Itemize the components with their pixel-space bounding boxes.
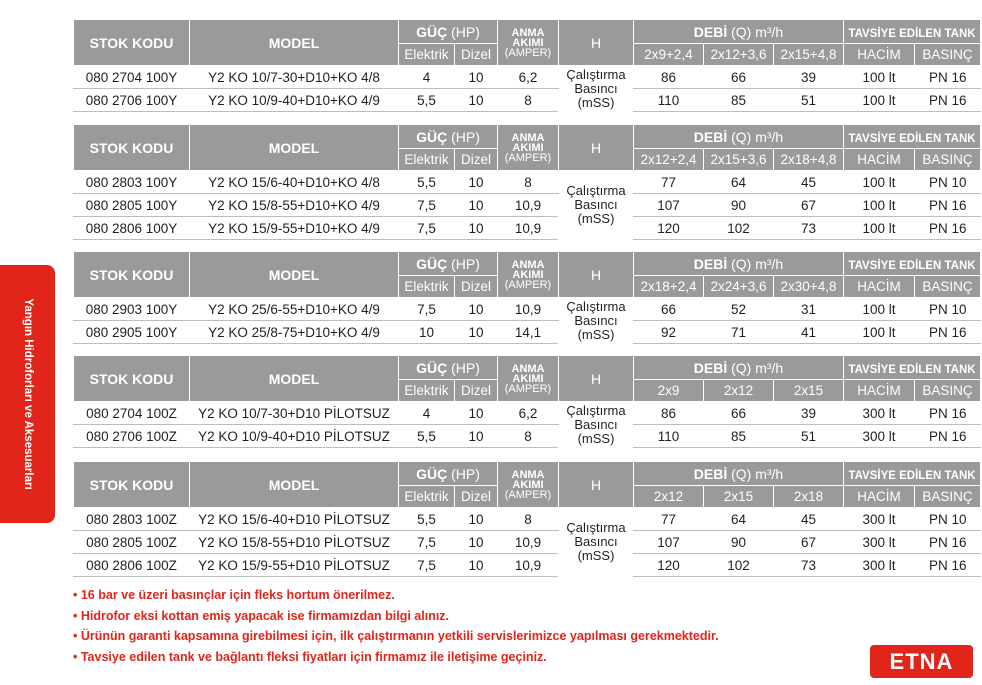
amper-cell: 8 bbox=[498, 89, 559, 112]
note-item: • Hidrofor eksi kottan emiş yapacak ise firmamızdan bilgi alınız. bbox=[73, 608, 450, 623]
header-stok-kodu: STOK KODU bbox=[74, 20, 190, 66]
header-anma-line3: (AMPER) bbox=[504, 46, 552, 59]
header-debi-unit: (Q) m³/h bbox=[731, 128, 784, 145]
hacim-cell: 300 lt bbox=[844, 508, 915, 531]
header-guc-unit: (HP) bbox=[451, 359, 480, 376]
header-debi-col: 2x15 bbox=[774, 380, 844, 402]
basinc-cell: PN 16 bbox=[915, 425, 981, 448]
amper-cell: 8 bbox=[498, 171, 559, 194]
model-cell: Y2 KO 10/7-30+D10+KO 4/8 bbox=[190, 66, 399, 89]
header-h: H bbox=[559, 125, 634, 171]
header-tank-label: TAVSİYE EDİLEN TANK bbox=[848, 469, 976, 482]
header-debi bbox=[634, 462, 844, 486]
debi-q3-cell: 51 bbox=[774, 89, 844, 112]
note-item: • Ürünün garanti kapsamına girebilmesi için, ilk çalıştırmanın yetkili servislerimizce yapılması gerekmektedir. bbox=[73, 629, 719, 643]
amper-cell: 6,2 bbox=[498, 66, 559, 89]
header-guc-unit: (HP) bbox=[451, 128, 480, 145]
table-row bbox=[74, 321, 981, 344]
spec-table bbox=[73, 19, 981, 112]
dizel-cell: 10 bbox=[455, 531, 498, 554]
elektrik-cell: 7,5 bbox=[399, 298, 455, 321]
header-debi bbox=[634, 252, 844, 276]
header-anma-line2: AKIMI bbox=[512, 372, 544, 385]
header-model: MODEL bbox=[190, 462, 399, 508]
header-debi-col: 2x15+3,6 bbox=[704, 149, 774, 171]
elektrik-cell: 4 bbox=[399, 402, 455, 425]
header-dizel: Dizel bbox=[455, 380, 498, 402]
amper-cell: 8 bbox=[498, 425, 559, 448]
debi-q3-cell: 73 bbox=[774, 554, 844, 577]
header-basinc: BASINÇ bbox=[915, 380, 981, 402]
header-basinc: BASINÇ bbox=[915, 276, 981, 298]
stok-kodu-cell: 080 2704 100Y bbox=[74, 66, 190, 89]
debi-q2-cell: 52 bbox=[704, 298, 774, 321]
header-dizel: Dizel bbox=[455, 149, 498, 171]
header-debi-label: DEBİ bbox=[693, 255, 728, 272]
hacim-cell: 100 lt bbox=[844, 321, 915, 344]
stok-kodu-cell: 080 2805 100Z bbox=[74, 531, 190, 554]
header-anma-line3: (AMPER) bbox=[504, 488, 552, 501]
h-text-line: Çalıştırma bbox=[566, 66, 626, 82]
elektrik-cell: 7,5 bbox=[399, 194, 455, 217]
debi-q3-cell: 51 bbox=[774, 425, 844, 448]
table-row bbox=[74, 425, 981, 448]
debi-q2-cell: 64 bbox=[704, 171, 774, 194]
h-text-line: Basıncı bbox=[574, 534, 618, 550]
header-model: MODEL bbox=[190, 356, 399, 402]
header-guc-unit: (HP) bbox=[451, 255, 480, 272]
header-tavsiye-tank bbox=[844, 20, 981, 44]
elektrik-cell: 7,5 bbox=[399, 217, 455, 240]
header-guc-label: GÜÇ bbox=[416, 465, 448, 482]
header-debi-col: 2x24+3,6 bbox=[704, 276, 774, 298]
header-debi-label: DEBİ bbox=[693, 465, 728, 482]
elektrik-cell: 5,5 bbox=[399, 508, 455, 531]
stok-kodu-cell: 080 2706 100Y bbox=[74, 89, 190, 112]
model-cell: Y2 KO 25/6-55+D10+KO 4/9 bbox=[190, 298, 399, 321]
spec-table bbox=[73, 461, 981, 577]
header-anma-akimi bbox=[498, 356, 559, 402]
debi-q1-cell: 120 bbox=[634, 217, 704, 240]
hacim-cell: 100 lt bbox=[844, 171, 915, 194]
header-guc bbox=[399, 252, 498, 276]
header-guc-unit: (HP) bbox=[451, 465, 480, 482]
header-stok-kodu: STOK KODU bbox=[74, 462, 190, 508]
header-debi-label: DEBİ bbox=[693, 128, 728, 145]
header-guc bbox=[399, 462, 498, 486]
hacim-cell: 300 lt bbox=[844, 531, 915, 554]
h-text-line: Çalıştırma bbox=[566, 298, 626, 314]
dizel-cell: 10 bbox=[455, 217, 498, 240]
hacim-cell: 100 lt bbox=[844, 194, 915, 217]
header-hacim: HACİM bbox=[844, 149, 915, 171]
header-anma-line3: (AMPER) bbox=[504, 151, 552, 164]
header-debi-col: 2x15 bbox=[704, 486, 774, 508]
amper-cell: 14,1 bbox=[498, 321, 559, 344]
h-text-line: Çalıştırma bbox=[566, 402, 626, 418]
debi-q2-cell: 85 bbox=[704, 89, 774, 112]
stok-kodu-cell: 080 2903 100Y bbox=[74, 298, 190, 321]
header-guc-label: GÜÇ bbox=[416, 255, 448, 272]
hacim-cell: 100 lt bbox=[844, 298, 915, 321]
hacim-cell: 300 lt bbox=[844, 554, 915, 577]
header-tavsiye-tank bbox=[844, 125, 981, 149]
basinc-cell: PN 16 bbox=[915, 531, 981, 554]
model-cell: Y2 KO 10/9-40+D10 PİLOTSUZ bbox=[190, 425, 399, 448]
header-debi-col: 2x9 bbox=[634, 380, 704, 402]
header-h: H bbox=[559, 356, 634, 402]
model-cell: Y2 KO 15/8-55+D10+KO 4/9 bbox=[190, 194, 399, 217]
header-h: H bbox=[559, 20, 634, 66]
table-row bbox=[74, 89, 981, 112]
header-stok-kodu: STOK KODU bbox=[74, 252, 190, 298]
spec-table bbox=[73, 355, 981, 448]
debi-q2-cell: 85 bbox=[704, 425, 774, 448]
dizel-cell: 10 bbox=[455, 554, 498, 577]
header-debi-unit: (Q) m³/h bbox=[731, 465, 784, 482]
header-debi-col: 2x18+2,4 bbox=[634, 276, 704, 298]
debi-q1-cell: 92 bbox=[634, 321, 704, 344]
header-debi-unit: (Q) m³/h bbox=[731, 255, 784, 272]
table-row bbox=[74, 531, 981, 554]
basinc-cell: PN 16 bbox=[915, 321, 981, 344]
header-debi-unit: (Q) m³/h bbox=[731, 359, 784, 376]
header-elektrik: Elektrik bbox=[399, 149, 455, 171]
hacim-cell: 100 lt bbox=[844, 66, 915, 89]
model-cell: Y2 KO 10/9-40+D10+KO 4/9 bbox=[190, 89, 399, 112]
debi-q3-cell: 67 bbox=[774, 194, 844, 217]
header-debi-col: 2x30+4,8 bbox=[774, 276, 844, 298]
header-debi-label: DEBİ bbox=[693, 359, 728, 376]
dizel-cell: 10 bbox=[455, 66, 498, 89]
header-dizel: Dizel bbox=[455, 276, 498, 298]
debi-q2-cell: 71 bbox=[704, 321, 774, 344]
header-guc-label: GÜÇ bbox=[416, 23, 448, 40]
debi-q1-cell: 77 bbox=[634, 508, 704, 531]
hacim-cell: 100 lt bbox=[844, 89, 915, 112]
header-debi-col: 2x12 bbox=[704, 380, 774, 402]
note-item: • 16 bar ve üzeri basınçlar için fleks hortum önerilmez. bbox=[73, 588, 395, 602]
calistirma-basinci-cell bbox=[559, 508, 634, 577]
hacim-cell: 300 lt bbox=[844, 402, 915, 425]
debi-q1-cell: 107 bbox=[634, 194, 704, 217]
h-text-line: Çalıştırma bbox=[566, 520, 626, 536]
stok-kodu-cell: 080 2805 100Y bbox=[74, 194, 190, 217]
h-text-line: Basıncı bbox=[574, 312, 618, 328]
amper-cell: 10,9 bbox=[498, 531, 559, 554]
model-cell: Y2 KO 15/6-40+D10 PİLOTSUZ bbox=[190, 508, 399, 531]
debi-q1-cell: 77 bbox=[634, 171, 704, 194]
header-anma-line3: (AMPER) bbox=[504, 278, 552, 291]
basinc-cell: PN 16 bbox=[915, 402, 981, 425]
amper-cell: 10,9 bbox=[498, 554, 559, 577]
amper-cell: 6,2 bbox=[498, 402, 559, 425]
header-guc bbox=[399, 356, 498, 380]
debi-q3-cell: 45 bbox=[774, 508, 844, 531]
debi-q3-cell: 45 bbox=[774, 171, 844, 194]
header-guc bbox=[399, 125, 498, 149]
header-debi bbox=[634, 20, 844, 44]
header-elektrik: Elektrik bbox=[399, 44, 455, 66]
dizel-cell: 10 bbox=[455, 89, 498, 112]
model-cell: Y2 KO 10/7-30+D10 PİLOTSUZ bbox=[190, 402, 399, 425]
stok-kodu-cell: 080 2803 100Z bbox=[74, 508, 190, 531]
elektrik-cell: 5,5 bbox=[399, 425, 455, 448]
header-elektrik: Elektrik bbox=[399, 380, 455, 402]
header-guc bbox=[399, 20, 498, 44]
model-cell: Y2 KO 25/8-75+D10+KO 4/9 bbox=[190, 321, 399, 344]
header-dizel: Dizel bbox=[455, 486, 498, 508]
header-debi-col: 2x18 bbox=[774, 486, 844, 508]
header-elektrik: Elektrik bbox=[399, 486, 455, 508]
stok-kodu-cell: 080 2905 100Y bbox=[74, 321, 190, 344]
header-anma-line1: ANMA bbox=[511, 362, 545, 375]
h-text-line: (mSS) bbox=[577, 548, 615, 564]
header-tank-label: TAVSİYE EDİLEN TANK bbox=[848, 132, 976, 145]
header-elektrik: Elektrik bbox=[399, 276, 455, 298]
stok-kodu-cell: 080 2803 100Y bbox=[74, 171, 190, 194]
header-tank-label: TAVSİYE EDİLEN TANK bbox=[848, 27, 976, 40]
header-hacim: HACİM bbox=[844, 44, 915, 66]
header-hacim: HACİM bbox=[844, 276, 915, 298]
spec-table bbox=[73, 251, 981, 344]
stok-kodu-cell: 080 2706 100Z bbox=[74, 425, 190, 448]
debi-q2-cell: 90 bbox=[704, 194, 774, 217]
header-debi bbox=[634, 125, 844, 149]
header-tavsiye-tank bbox=[844, 462, 981, 486]
debi-q3-cell: 73 bbox=[774, 217, 844, 240]
header-anma-line2: AKIMI bbox=[512, 478, 544, 491]
header-stok-kodu: STOK KODU bbox=[74, 356, 190, 402]
header-h: H bbox=[559, 252, 634, 298]
calistirma-basinci-cell bbox=[559, 298, 634, 344]
debi-q3-cell: 31 bbox=[774, 298, 844, 321]
table-row bbox=[74, 298, 981, 321]
calistirma-basinci-cell bbox=[559, 402, 634, 448]
h-text-line: (mSS) bbox=[577, 326, 615, 342]
header-guc-unit: (HP) bbox=[451, 23, 480, 40]
debi-q3-cell: 39 bbox=[774, 402, 844, 425]
spec-table bbox=[73, 124, 981, 240]
header-tavsiye-tank bbox=[844, 252, 981, 276]
header-model: MODEL bbox=[190, 125, 399, 171]
debi-q2-cell: 102 bbox=[704, 217, 774, 240]
debi-q1-cell: 107 bbox=[634, 531, 704, 554]
header-debi-col: 2x15+4,8 bbox=[774, 44, 844, 66]
header-anma-line1: ANMA bbox=[511, 258, 545, 271]
debi-q2-cell: 66 bbox=[704, 66, 774, 89]
model-cell: Y2 KO 15/6-40+D10+KO 4/8 bbox=[190, 171, 399, 194]
header-h: H bbox=[559, 462, 634, 508]
header-tank-label: TAVSİYE EDİLEN TANK bbox=[848, 363, 976, 376]
debi-q1-cell: 86 bbox=[634, 66, 704, 89]
h-text-line: (mSS) bbox=[577, 211, 615, 227]
amper-cell: 8 bbox=[498, 508, 559, 531]
header-hacim: HACİM bbox=[844, 486, 915, 508]
elektrik-cell: 5,5 bbox=[399, 89, 455, 112]
header-debi-col: 2x9+2,4 bbox=[634, 44, 704, 66]
hacim-cell: 300 lt bbox=[844, 425, 915, 448]
elektrik-cell: 5,5 bbox=[399, 171, 455, 194]
header-anma-line1: ANMA bbox=[511, 468, 545, 481]
elektrik-cell: 7,5 bbox=[399, 531, 455, 554]
debi-q1-cell: 110 bbox=[634, 89, 704, 112]
debi-q1-cell: 86 bbox=[634, 402, 704, 425]
debi-q1-cell: 110 bbox=[634, 425, 704, 448]
header-debi-label: DEBİ bbox=[693, 23, 728, 40]
dizel-cell: 10 bbox=[455, 298, 498, 321]
header-anma-line2: AKIMI bbox=[512, 36, 544, 49]
calistirma-basinci-cell bbox=[559, 66, 634, 112]
debi-q2-cell: 64 bbox=[704, 508, 774, 531]
header-debi bbox=[634, 356, 844, 380]
dizel-cell: 10 bbox=[455, 321, 498, 344]
table-row bbox=[74, 402, 981, 425]
dizel-cell: 10 bbox=[455, 171, 498, 194]
h-text-line: (mSS) bbox=[577, 430, 615, 446]
header-model: MODEL bbox=[190, 20, 399, 66]
debi-q3-cell: 39 bbox=[774, 66, 844, 89]
stok-kodu-cell: 080 2806 100Y bbox=[74, 217, 190, 240]
header-anma-line1: ANMA bbox=[511, 131, 545, 144]
basinc-cell: PN 16 bbox=[915, 66, 981, 89]
debi-q2-cell: 66 bbox=[704, 402, 774, 425]
model-cell: Y2 KO 15/9-55+D10+KO 4/9 bbox=[190, 217, 399, 240]
dizel-cell: 10 bbox=[455, 508, 498, 531]
header-anma-akimi bbox=[498, 462, 559, 508]
amper-cell: 10,9 bbox=[498, 298, 559, 321]
header-anma-line2: AKIMI bbox=[512, 268, 544, 281]
header-tavsiye-tank bbox=[844, 356, 981, 380]
model-cell: Y2 KO 15/9-55+D10 PİLOTSUZ bbox=[190, 554, 399, 577]
header-anma-line2: AKIMI bbox=[512, 141, 544, 154]
debi-q1-cell: 66 bbox=[634, 298, 704, 321]
header-debi-col: 2x12 bbox=[634, 486, 704, 508]
header-debi-unit: (Q) m³/h bbox=[731, 23, 784, 40]
basinc-cell: PN 10 bbox=[915, 298, 981, 321]
hacim-cell: 100 lt bbox=[844, 217, 915, 240]
h-text-line: Çalıştırma bbox=[566, 183, 626, 199]
elektrik-cell: 7,5 bbox=[399, 554, 455, 577]
etna-logo bbox=[870, 645, 973, 678]
header-debi-col: 2x18+4,8 bbox=[774, 149, 844, 171]
header-debi-col: 2x12+2,4 bbox=[634, 149, 704, 171]
amper-cell: 10,9 bbox=[498, 217, 559, 240]
stok-kodu-cell: 080 2704 100Z bbox=[74, 402, 190, 425]
model-cell: Y2 KO 15/8-55+D10 PİLOTSUZ bbox=[190, 531, 399, 554]
table-row bbox=[74, 171, 981, 194]
header-hacim: HACİM bbox=[844, 380, 915, 402]
header-anma-akimi bbox=[498, 20, 559, 66]
dizel-cell: 10 bbox=[455, 194, 498, 217]
header-anma-akimi bbox=[498, 252, 559, 298]
header-anma-line3: (AMPER) bbox=[504, 382, 552, 395]
header-basinc: BASINÇ bbox=[915, 149, 981, 171]
amper-cell: 10,9 bbox=[498, 194, 559, 217]
header-dizel: Dizel bbox=[455, 44, 498, 66]
elektrik-cell: 10 bbox=[399, 321, 455, 344]
table-row bbox=[74, 217, 981, 240]
header-guc-label: GÜÇ bbox=[416, 359, 448, 376]
h-text-line: Basıncı bbox=[574, 416, 618, 432]
table-row bbox=[74, 66, 981, 89]
header-basinc: BASINÇ bbox=[915, 486, 981, 508]
header-guc-label: GÜÇ bbox=[416, 128, 448, 145]
side-section-tab bbox=[0, 265, 55, 523]
debi-q2-cell: 90 bbox=[704, 531, 774, 554]
basinc-cell: PN 16 bbox=[915, 194, 981, 217]
logo-text: ETNA bbox=[889, 648, 954, 674]
basinc-cell: PN 16 bbox=[915, 217, 981, 240]
note-item: • Tavsiye edilen tank ve bağlantı fleksi fiyatları için firmamız ile iletişime geçiniz. bbox=[73, 649, 547, 664]
header-anma-akimi bbox=[498, 125, 559, 171]
h-text-line: Basıncı bbox=[574, 197, 618, 213]
basinc-cell: PN 16 bbox=[915, 554, 981, 577]
h-text-line: (mSS) bbox=[577, 94, 615, 110]
debi-q3-cell: 67 bbox=[774, 531, 844, 554]
header-model: MODEL bbox=[190, 252, 399, 298]
basinc-cell: PN 10 bbox=[915, 171, 981, 194]
notes-list bbox=[73, 585, 719, 667]
header-tank-label: TAVSİYE EDİLEN TANK bbox=[848, 259, 976, 272]
dizel-cell: 10 bbox=[455, 402, 498, 425]
dizel-cell: 10 bbox=[455, 425, 498, 448]
h-text-line: Basıncı bbox=[574, 80, 618, 96]
table-row bbox=[74, 554, 981, 577]
debi-q2-cell: 102 bbox=[704, 554, 774, 577]
header-debi-col: 2x12+3,6 bbox=[704, 44, 774, 66]
header-basinc: BASINÇ bbox=[915, 44, 981, 66]
basinc-cell: PN 10 bbox=[915, 508, 981, 531]
stok-kodu-cell: 080 2806 100Z bbox=[74, 554, 190, 577]
debi-q1-cell: 120 bbox=[634, 554, 704, 577]
elektrik-cell: 4 bbox=[399, 66, 455, 89]
header-anma-line1: ANMA bbox=[511, 26, 545, 39]
debi-q3-cell: 41 bbox=[774, 321, 844, 344]
header-stok-kodu: STOK KODU bbox=[74, 125, 190, 171]
calistirma-basinci-cell bbox=[559, 171, 634, 240]
basinc-cell: PN 16 bbox=[915, 89, 981, 112]
table-row bbox=[74, 508, 981, 531]
side-tab-label: Yangın Hidroforları ve Aksesuarları bbox=[21, 298, 34, 490]
table-row bbox=[74, 194, 981, 217]
